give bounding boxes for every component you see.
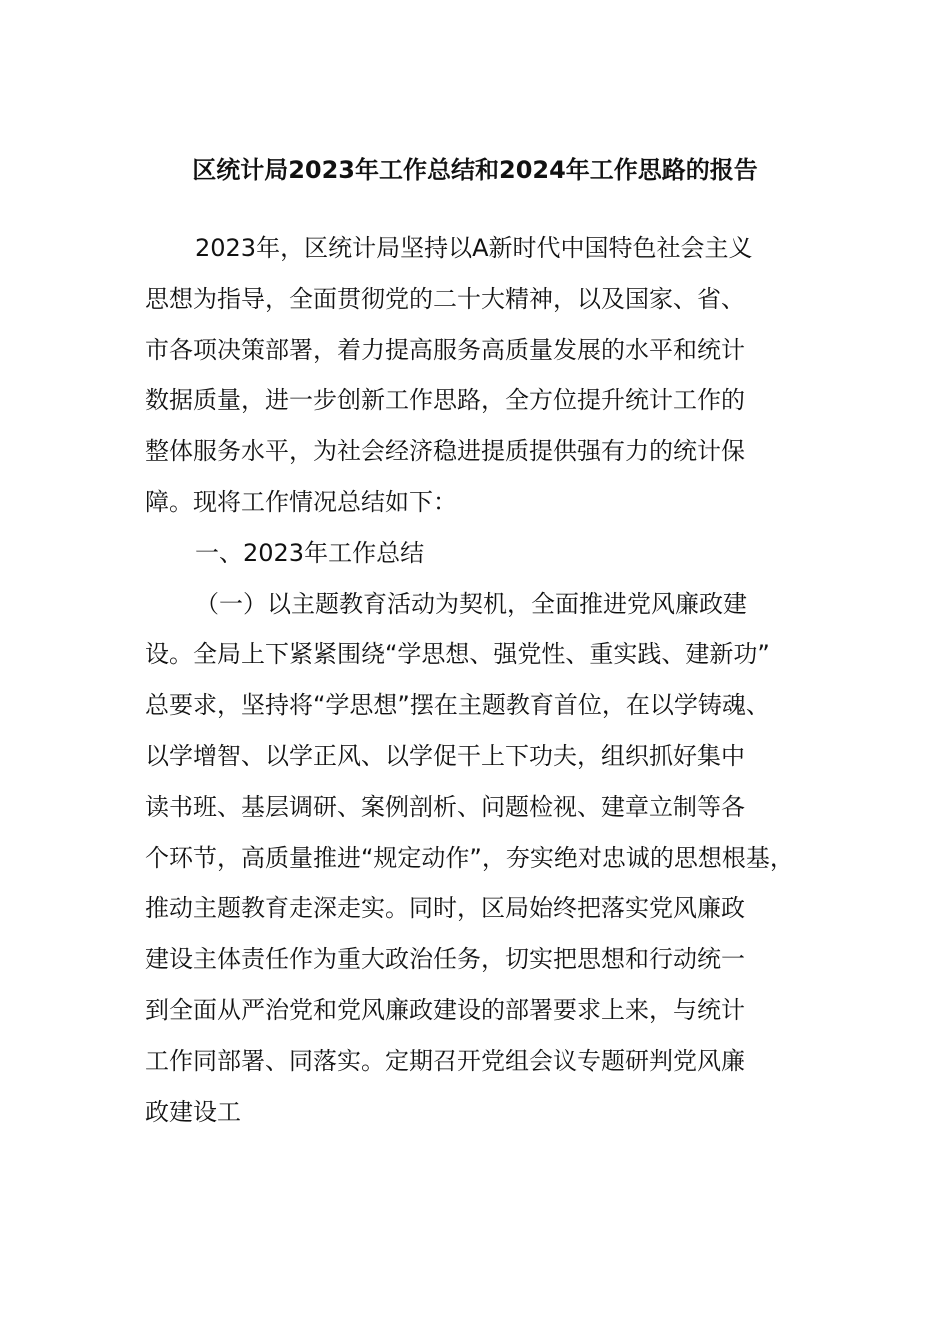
text-line: 个环节，高质量推进“规定动作”，夯实绝对忠诚的思想根基， bbox=[145, 843, 794, 872]
text-line: （一）以主题教育活动为契机，全面推进党风廉政建 bbox=[195, 589, 747, 618]
text-line: 工作同部署、同落实。定期召开党组会议专题研判党风廉 bbox=[145, 1046, 745, 1075]
document-title: 区统计局2023年工作总结和2024年工作思路的报告 bbox=[192, 156, 758, 184]
text-line: 总要求，坚持将“学思想”摆在主题教育首位，在以学铸魂、 bbox=[145, 691, 770, 720]
text-line: 政建设工 bbox=[145, 1097, 241, 1126]
text-line: 思想为指导，全面贯彻党的二十大精神，以及国家、省、 bbox=[145, 284, 745, 313]
text-line: 推动主题教育走深走实。同时，区局始终把落实党风廉政 bbox=[145, 894, 745, 923]
text-line: 读书班、基层调研、案例剖析、问题检视、建章立制等各 bbox=[145, 792, 745, 821]
document-body bbox=[145, 226, 835, 1140]
text-line: 数据质量，进一步创新工作思路，全方位提升统计工作的 bbox=[145, 386, 745, 415]
text-line: 一、2023年工作总结 bbox=[195, 538, 425, 567]
text-line: 障。现将工作情况总结如下： bbox=[145, 487, 457, 516]
text-line: 以学增智、以学正风、以学促干上下功夫，组织抓好集中 bbox=[145, 741, 745, 770]
text-line: 2023年，区统计局坚持以A新时代中国特色社会主义 bbox=[195, 234, 753, 262]
text-line: 建设主体责任作为重大政治任务，切实把思想和行动统一 bbox=[145, 945, 745, 974]
text-line: 整体服务水平，为社会经济稳进提质提供强有力的统计保 bbox=[145, 437, 745, 466]
text-line: 到全面从严治党和党风廉政建设的部署要求上来，与统计 bbox=[145, 995, 745, 1024]
text-line: 设。全局上下紧紧围绕“学思想、强党性、重实践、建新功” bbox=[145, 640, 770, 669]
text-line: 市各项决策部署，着力提高服务高质量发展的水平和统计 bbox=[145, 335, 745, 364]
